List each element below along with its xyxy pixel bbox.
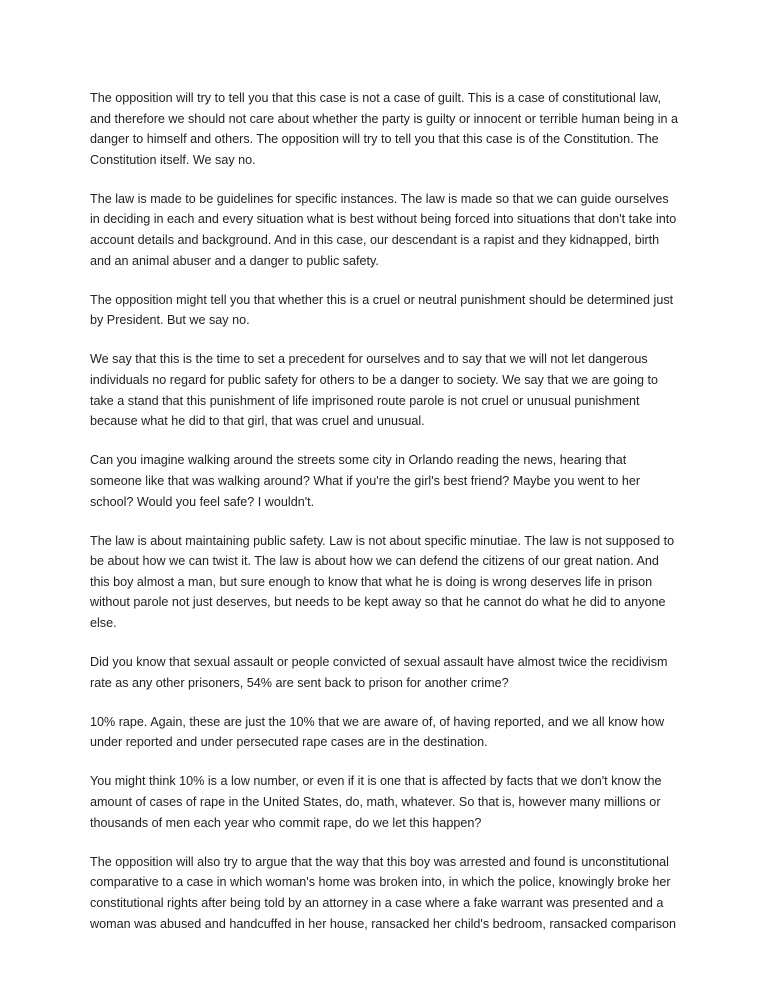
- paragraph-5: Can you imagine walking around the streets some city in Orlando reading the news, hearing that someone like that was walking around? What if you're the girl's best friend? Maybe you went to her school? Would you feel safe? I wouldn't.: [90, 453, 641, 509]
- paragraph-2: The law is made to be guidelines for specific instances. The law is made so that we can guide ourselves in deciding in each and every situation what is best without being forced into situations that don't take into account details and background. And in this case, our descendant is a rapist and they kidnapped, birth and an animal abuser and a danger to public safety.: [90, 191, 677, 268]
- paragraph-9: You might think 10% is a low number, or even if it is one that is affected by facts that we don't know the amount of cases of rape in the United States, do, math, whatever. So that is, however many millions or thousands of men each year who commit rape, do we let this happen?: [90, 774, 662, 830]
- paragraph-1: The opposition will try to tell you that this case is not a case of guilt. This is a case of constitutional law, and therefore we should not care about whether the party is guilty or innocent or terrible human being in a danger to himself and others. The opposition will try to tell you that this case is of the Constitution. The Constitution itself. We say no.: [90, 91, 679, 167]
- paragraph-7: Did you know that sexual assault or people convicted of sexual assault have almost twice the recidivism rate as any other prisoners, 54% are sent back to prison for another crime?: [90, 655, 668, 690]
- document-body: [90, 88, 680, 953]
- paragraph-6: The law is about maintaining public safety. Law is not about specific minutiae. The law is not supposed to be about how we can twist it. The law is about how we can defend the citizens of our great nation. And this boy almost a man, but sure enough to know that what he is doing is wrong deserves life in prison without parole not just deserves, but needs to be kept away so that he cannot do what he did to anyone else.: [90, 533, 675, 630]
- paragraph-8: 10% rape. Again, these are just the 10% that we are aware of, of having reported, and we all know how under reported and under persecuted rape cases are in the destination.: [90, 714, 665, 750]
- paragraph-10: The opposition will also try to argue that the way that this boy was arrested and found is unconstitutional comparative to a case in which woman's home was broken into, in which the police, knowingly broke her constitutional rights after being told by an attorney in a case where a fake warrant was presented and a woman was abused and handcuffed in her house, ransacked her child's bedroom, ransacked comparison: [90, 854, 677, 931]
- paragraph-4: We say that this is the time to set a precedent for ourselves and to say that we will not let dangerous individuals no regard for public safety for others to be a danger to society. We say that we are going to take a stand that this punishment of life imprisoned route parole is not cruel or unusual punishment because what he did to that girl, that was cruel and unusual.: [90, 352, 658, 429]
- paragraph-3: The opposition might tell you that whether this is a cruel or neutral punishment should be determined just by President. But we say no.: [90, 292, 674, 328]
